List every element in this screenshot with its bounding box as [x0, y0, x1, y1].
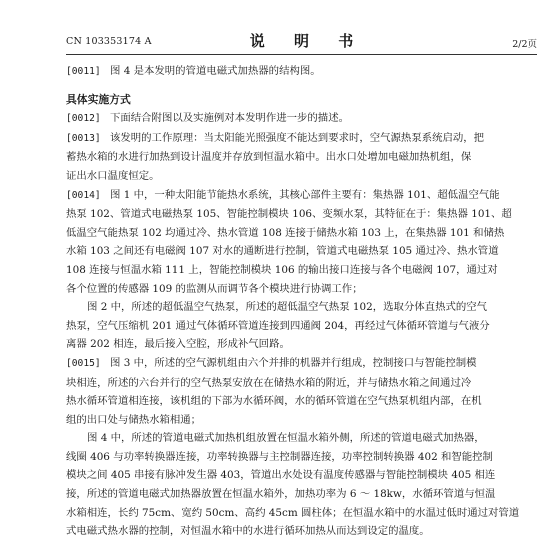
paragraph-line: 水箱相连，长约 75cm、宽约 50cm、高约 45cm 圆柱体；在恒温水箱中的水温过低时通过对管道 — [66, 506, 520, 519]
paragraph-line: 图 3 中，所述的空气源机组由六个并排的机器并行组成，控制接口与智能控制模 — [110, 356, 477, 369]
document-body — [66, 62, 537, 541]
paragraph-line: 图 4 是本发明的管道电磁式加热器的结构图。 — [110, 65, 321, 77]
page-title: 说 明 书 — [249, 32, 366, 50]
paragraph-line: 组的出口处与储热水箱相通； — [66, 413, 202, 426]
paragraph-line: 图 4 中，所述的管道电磁式加热机组放置在恒温水箱外侧，所述的管道电磁式加热器， — [87, 432, 485, 445]
paragraph-line: 式电磁式热水器的控制，对恒温水箱中的水进行循环加热从而达到设定的温度。 — [66, 525, 430, 538]
paragraph-line: 下面结合附图以及实施例对本发明作进一步的描述。 — [110, 112, 349, 125]
paragraph-line: 离器 202 相连，最后接入空腔，形成补气回路。 — [66, 338, 290, 351]
paragraph-fig2 — [66, 298, 537, 354]
paragraph-line: 图 1 中，一种太阳能节能热水系统，其核心部件主要有：集热器 101、超低温空气能 — [110, 188, 500, 201]
paragraph-line: 热泵，空气压缩机 201 通过气体循环管道连接到四通阀 204，再经过气体循环管道与气液分 — [66, 319, 490, 332]
paragraph-line: 接，所述的管道电磁式加热器放置在恒温水箱外，加热功率为 6 ～ 18kw，水循环管道与恒温 — [66, 488, 496, 501]
doc-number: CN 103353174 A — [66, 36, 152, 47]
paragraph-0014 — [66, 186, 537, 299]
paragraph-line: 水箱 103 之间还有电磁阀 107 对水的通断进行控制，管道式电磁热泵 105 通过冷、热水管道 — [66, 245, 499, 258]
paragraph-tag: [0013] — [66, 132, 101, 144]
paragraph-line: 线圈 406 与功率转换器连接，功率转换器与主控制器连接，功率控制转换器 402 和智能控制 — [66, 450, 493, 463]
paragraph-fig4 — [66, 429, 537, 541]
paragraph-line: 蓄热水箱的水进行加热到设计温度并存放到恒温水箱中。出水口处增加电磁加热机组，保 — [66, 151, 472, 164]
paragraph-line: 该发明的工作原理：当太阳能光照强度不能达到要求时，空气源热泵系统启动，把 — [110, 131, 485, 144]
paragraph-line: 热水循环管道相连接，该机组的下部为水循环阀，水的循环管道在空气热泵机组内部，在机 — [66, 395, 482, 408]
paragraph-0011 — [66, 62, 537, 82]
page-number: 2/2页 — [512, 39, 537, 50]
paragraph-line: 热泵 102、管道式电磁热泵 105、智能控制模块 106、变频水泵，其特征在于：集热器 101、超 — [66, 208, 512, 221]
page-header — [66, 30, 537, 52]
paragraph-line: 各个位置的传感器 109 的监测从而调节各个模块进行协调工作； — [66, 282, 363, 295]
paragraph-line: 108 连接与恒温水箱 111 上，智能控制模块 106 的输出接口连接与各个电磁阀 107，通过对 — [66, 263, 498, 276]
paragraph-0012 — [66, 109, 537, 129]
paragraph-line: 图 2 中，所述的超低温空气热泵，所述的超低温空气热泵 102，选取分体直热式的空气 — [87, 301, 488, 314]
paragraph-line: 块相连，所述的六台并行的空气热泵安放在在储热水箱的附近，并与储热水箱之间通过冷 — [66, 376, 472, 389]
paragraph-tag: [0011] — [66, 66, 101, 77]
paragraph-line: 模块之间 405 串接有脉冲发生器 403，管道出水处设有温度传感器与智能控制模块 405 相连 — [66, 469, 496, 482]
header-divider — [66, 54, 537, 55]
paragraph-0013 — [66, 129, 537, 186]
paragraph-0015 — [66, 354, 537, 429]
paragraph-tag: [0015] — [66, 357, 101, 369]
paragraph-line: 低温空气能热泵 102 均通过冷、热水管道 108 连接于储热水箱 103 上，在集热器 101 和储热 — [66, 226, 505, 239]
paragraph-line: 证出水口温度恒定。 — [66, 169, 160, 182]
section-heading: 具体实施方式 — [66, 92, 131, 106]
paragraph-tag: [0012] — [66, 113, 101, 125]
paragraph-tag: [0014] — [66, 189, 101, 201]
